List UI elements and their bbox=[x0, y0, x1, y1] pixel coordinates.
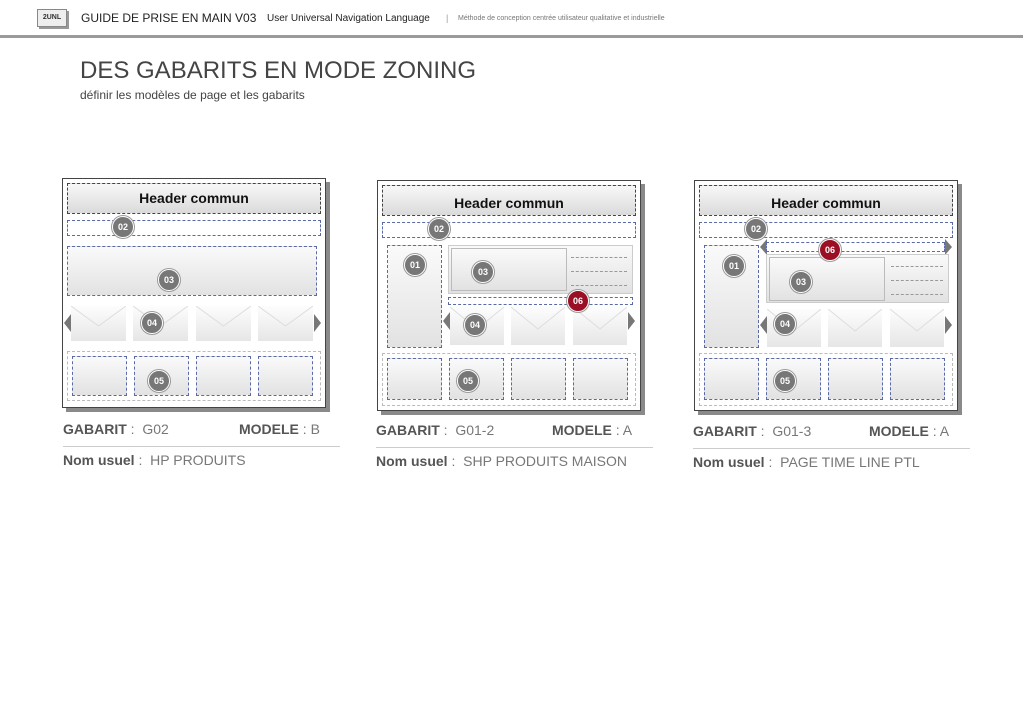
zone-02 bbox=[699, 222, 953, 238]
nom-label: Nom usuel bbox=[63, 452, 135, 468]
zone-badge-02: 02 bbox=[112, 216, 134, 238]
zone-badge-04: 04 bbox=[141, 312, 163, 334]
gabarit-value: G02 bbox=[142, 421, 169, 437]
guide-title: GUIDE DE PRISE EN MAIN V03 bbox=[81, 11, 257, 25]
zone-05-block bbox=[387, 358, 442, 400]
zone-badge-05: 05 bbox=[457, 370, 479, 392]
logo: 2UNL bbox=[37, 9, 67, 27]
guide-subtitle: User Universal Navigation Language bbox=[267, 13, 430, 24]
header-zone: Header commun bbox=[67, 183, 321, 214]
zone-badge-05: 05 bbox=[148, 370, 170, 392]
nom-caption: Nom usuel : HP PRODUITS bbox=[63, 452, 246, 468]
zone-badge-04: 04 bbox=[464, 314, 486, 336]
zone-05-block bbox=[511, 358, 566, 400]
zone-badge-06: 06 bbox=[819, 239, 841, 261]
gabarit-value: G01-3 bbox=[772, 423, 812, 439]
image-placeholder bbox=[196, 306, 251, 341]
zone-badge-02: 02 bbox=[428, 218, 450, 240]
carousel-prev-icon bbox=[64, 314, 71, 332]
gabarit-label: GABARIT bbox=[693, 423, 757, 439]
zone-02 bbox=[67, 220, 321, 236]
zone-03 bbox=[769, 257, 885, 301]
header-zone: Header commun bbox=[699, 185, 953, 216]
modele-value: B bbox=[310, 421, 320, 437]
page-subtitle: définir les modèles de page et les gabarits bbox=[80, 88, 305, 102]
modele-caption: MODELE : A bbox=[869, 423, 950, 439]
carousel-next-icon bbox=[945, 316, 952, 334]
gabarit-label: GABARIT bbox=[63, 421, 127, 437]
guide-description: Méthode de conception centrée utilisateur qualitative et industrielle bbox=[458, 15, 665, 22]
modele-label: MODELE bbox=[869, 423, 929, 439]
zone-badge-01: 01 bbox=[723, 255, 745, 277]
gabarit-caption: GABARIT : G01-2 bbox=[376, 422, 495, 438]
zone-05-block bbox=[573, 358, 628, 400]
timeline-next-icon bbox=[945, 239, 952, 255]
gabarit-value: G01-2 bbox=[455, 422, 495, 438]
modele-value: A bbox=[939, 423, 950, 439]
caption-divider bbox=[376, 447, 653, 448]
modele-caption: MODELE : B bbox=[239, 421, 320, 437]
zone-badge-02: 02 bbox=[745, 218, 767, 240]
gabarit-caption: GABARIT : G01-3 bbox=[693, 423, 812, 439]
zone-05-block bbox=[828, 358, 883, 400]
nom-caption: Nom usuel : SHP PRODUITS MAISON bbox=[376, 453, 628, 469]
nom-value: PAGE TIME LINE PTL bbox=[780, 454, 920, 470]
zone-02 bbox=[382, 222, 636, 238]
zone-06 bbox=[448, 297, 633, 305]
zone-05-block bbox=[72, 356, 127, 396]
zone-05-block bbox=[258, 356, 313, 396]
header-separator: | bbox=[446, 13, 449, 23]
zone-05-block bbox=[890, 358, 945, 400]
modele-value: A bbox=[622, 422, 633, 438]
zone-03 bbox=[67, 246, 317, 296]
gabarit-label: GABARIT bbox=[376, 422, 440, 438]
image-placeholder bbox=[573, 307, 627, 345]
gabarit-caption: GABARIT : G02 bbox=[63, 421, 169, 437]
image-placeholder bbox=[511, 307, 565, 345]
wireframe-g01-3 bbox=[694, 180, 958, 411]
zone-06 bbox=[766, 242, 945, 252]
page-title: DES GABARITS EN MODE ZONING bbox=[80, 57, 477, 84]
image-placeholder bbox=[890, 309, 944, 347]
image-placeholder bbox=[258, 306, 313, 341]
zone-badge-06: 06 bbox=[567, 290, 589, 312]
header-divider bbox=[0, 35, 1023, 38]
wireframe-g01-2 bbox=[377, 180, 641, 411]
carousel-next-icon bbox=[314, 314, 321, 332]
text-lines bbox=[891, 266, 943, 308]
zone-badge-04: 04 bbox=[774, 313, 796, 335]
nom-value: HP PRODUITS bbox=[150, 452, 246, 468]
zone-03 bbox=[451, 248, 567, 291]
caption-divider bbox=[63, 446, 340, 447]
nom-label: Nom usuel bbox=[693, 454, 765, 470]
modele-label: MODELE bbox=[552, 422, 612, 438]
zone-badge-03: 03 bbox=[472, 261, 494, 283]
zone-05-block bbox=[196, 356, 251, 396]
zone-badge-01: 01 bbox=[404, 254, 426, 276]
image-placeholder bbox=[71, 306, 126, 341]
caption-divider bbox=[693, 448, 970, 449]
zone-badge-03: 03 bbox=[790, 271, 812, 293]
wireframe-g02 bbox=[62, 178, 326, 408]
header-zone: Header commun bbox=[382, 185, 636, 216]
carousel-prev-icon bbox=[760, 316, 767, 334]
zone-05-block bbox=[704, 358, 759, 400]
modele-label: MODELE bbox=[239, 421, 299, 437]
zone-badge-03: 03 bbox=[158, 269, 180, 291]
nom-caption: Nom usuel : PAGE TIME LINE PTL bbox=[693, 454, 920, 470]
zone-badge-05: 05 bbox=[774, 370, 796, 392]
image-placeholder bbox=[828, 309, 882, 347]
carousel-next-icon bbox=[628, 312, 635, 330]
modele-caption: MODELE : A bbox=[552, 422, 633, 438]
carousel-prev-icon bbox=[443, 312, 450, 330]
nom-value: SHP PRODUITS MAISON bbox=[463, 453, 628, 469]
nom-label: Nom usuel bbox=[376, 453, 448, 469]
